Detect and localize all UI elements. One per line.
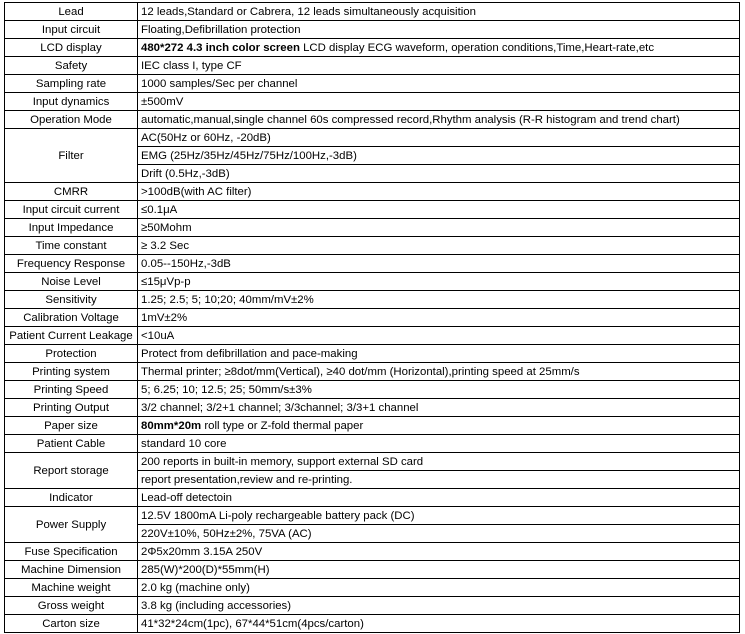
spec-label: Lead [5,3,138,21]
spec-value [138,309,740,327]
spec-label: Input dynamics [5,93,138,111]
table-row [5,273,740,291]
table-row [5,291,740,309]
table-row [5,3,740,21]
spec-label: LCD display [5,39,138,57]
spec-value [138,525,740,543]
spec-label: Carton size [5,615,138,633]
table-row [5,345,740,363]
spec-value [138,165,740,183]
spec-value-text: 1.25; 2.5; 5; 10;20; 40mm/mV±2% [141,293,314,306]
spec-value-text: Drift (0.5Hz,-3dB) [141,167,230,180]
table-row [5,201,740,219]
spec-label: Printing Speed [5,381,138,399]
spec-value [138,489,740,507]
spec-value [138,543,740,561]
spec-value-text: 5; 6.25; 10; 12.5; 25; 50mm/s±3% [141,383,312,396]
spec-label: Protection [5,345,138,363]
spec-label: Patient Current Leakage [5,327,138,345]
spec-value-text: automatic,manual,single channel 60s compressed record,Rhythm analysis (R-R histogram and trend chart) [141,113,680,126]
table-row [5,39,740,57]
table-row [5,489,740,507]
spec-value [138,129,740,147]
spec-value [138,579,740,597]
spec-value-text: ±500mV [141,95,184,108]
spec-value [138,597,740,615]
spec-value-text: Floating,Defibrillation protection [141,23,301,36]
spec-value-text: ≥50Mohm [141,221,192,234]
spec-value-emphasis: 80mm*20m [141,419,202,432]
spec-value-text: 1000 samples/Sec per channel [141,77,298,90]
spec-label: Calibration Voltage [5,309,138,327]
spec-value-text: 1mV±2% [141,311,188,324]
spec-value-text: <10uA [141,329,175,342]
spec-label: Fuse Specification [5,543,138,561]
spec-value-text: EMG (25Hz/35Hz/45Hz/75Hz/100Hz,-3dB) [141,149,357,162]
spec-label: Input Impedance [5,219,138,237]
spec-label: Sensitivity [5,291,138,309]
spec-value-text: Protect from defibrillation and pace-making [141,347,358,360]
spec-value [138,75,740,93]
spec-label: CMRR [5,183,138,201]
table-row [5,435,740,453]
table-row [5,507,740,525]
spec-label: Machine weight [5,579,138,597]
spec-value [138,237,740,255]
spec-value-text: 41*32*24cm(1pc), 67*44*51cm(4pcs/carton) [141,617,364,630]
table-row [5,615,740,633]
spec-value [138,201,740,219]
spec-value [138,417,740,435]
table-row [5,597,740,615]
table-row [5,21,740,39]
table-row [5,183,740,201]
table-row [5,219,740,237]
spec-value-text: 0.05--150Hz,-3dB [141,257,231,270]
spec-value-text: 12.5V 1800mA Li-poly rechargeable battery pack (DC) [141,509,415,522]
table-row [5,93,740,111]
spec-value [138,453,740,471]
spec-value [138,381,740,399]
table-row [5,111,740,129]
spec-value-text: report presentation,review and re-printing. [141,473,353,486]
spec-value [138,507,740,525]
spec-label: Patient Cable [5,435,138,453]
spec-table-body [5,3,740,633]
spec-label: Machine Dimension [5,561,138,579]
spec-value-text: 3/2 channel; 3/2+1 channel; 3/3channel; 3/3+1 channel [141,401,419,414]
table-row [5,381,740,399]
spec-value-text: AC(50Hz or 60Hz, -20dB) [141,131,271,144]
spec-value [138,3,740,21]
spec-label: Gross weight [5,597,138,615]
spec-label: Paper size [5,417,138,435]
spec-value [138,57,740,75]
spec-label: Sampling rate [5,75,138,93]
spec-table [4,2,740,633]
spec-label: Noise Level [5,273,138,291]
spec-value-text: 2Φ5x20mm 3.15A 250V [141,545,263,558]
spec-label: Operation Mode [5,111,138,129]
spec-value-text: Thermal printer; ≥8dot/mm(Vertical), ≥40 dot/mm (Horizontal),printing speed at 25mm/s [141,365,580,378]
spec-value [138,93,740,111]
spec-value [138,291,740,309]
spec-value [138,363,740,381]
spec-value-text: roll type or Z-fold thermal paper [201,419,364,432]
spec-label: Safety [5,57,138,75]
spec-label: Frequency Response [5,255,138,273]
spec-label: Power Supply [5,507,138,543]
table-row [5,57,740,75]
table-row [5,579,740,597]
spec-value [138,345,740,363]
spec-value-text: 2.0 kg (machine only) [141,581,250,594]
spec-value-text: 12 leads,Standard or Cabrera, 12 leads simultaneously acquisition [141,5,476,18]
spec-value [138,561,740,579]
spec-label: Input circuit current [5,201,138,219]
spec-value [138,39,740,57]
table-row [5,543,740,561]
spec-value-emphasis: 480*272 4.3 inch color screen [141,41,300,54]
spec-label: Printing Output [5,399,138,417]
spec-value-text: Lead-off detectoin [141,491,232,504]
spec-label: Filter [5,129,138,183]
spec-value [138,183,740,201]
spec-value-text: IEC class I, type CF [141,59,242,72]
spec-label: Indicator [5,489,138,507]
table-row [5,327,740,345]
spec-value-text: standard 10 core [141,437,227,450]
spec-value [138,273,740,291]
spec-value [138,219,740,237]
table-row [5,309,740,327]
spec-value [138,147,740,165]
spec-label: Time constant [5,237,138,255]
table-row [5,453,740,471]
spec-value-text: 3.8 kg (including accessories) [141,599,292,612]
table-row [5,75,740,93]
spec-value [138,327,740,345]
spec-value [138,21,740,39]
spec-label: Report storage [5,453,138,489]
spec-value [138,255,740,273]
spec-value-text: LCD display ECG waveform, operation conditions,Time,Heart-rate,etc [299,41,655,54]
table-row [5,237,740,255]
spec-value-text: 285(W)*200(D)*55mm(H) [141,563,270,576]
spec-value [138,435,740,453]
spec-value-text: 220V±10%, 50Hz±2%, 75VA (AC) [141,527,312,540]
spec-value-text: >100dB(with AC filter) [141,185,252,198]
spec-value [138,399,740,417]
table-row [5,417,740,435]
spec-value [138,471,740,489]
table-row [5,255,740,273]
table-row [5,363,740,381]
spec-value-text: ≥ 3.2 Sec [141,239,190,252]
spec-label: Printing system [5,363,138,381]
table-row [5,561,740,579]
spec-value [138,111,740,129]
spec-value-text: ≤15μVp-p [141,275,191,288]
table-row [5,399,740,417]
table-row [5,129,740,147]
spec-value-text: 200 reports in built-in memory, support external SD card [141,455,424,468]
spec-label: Input circuit [5,21,138,39]
spec-value [138,615,740,633]
spec-value-text: ≤0.1μA [141,203,178,216]
